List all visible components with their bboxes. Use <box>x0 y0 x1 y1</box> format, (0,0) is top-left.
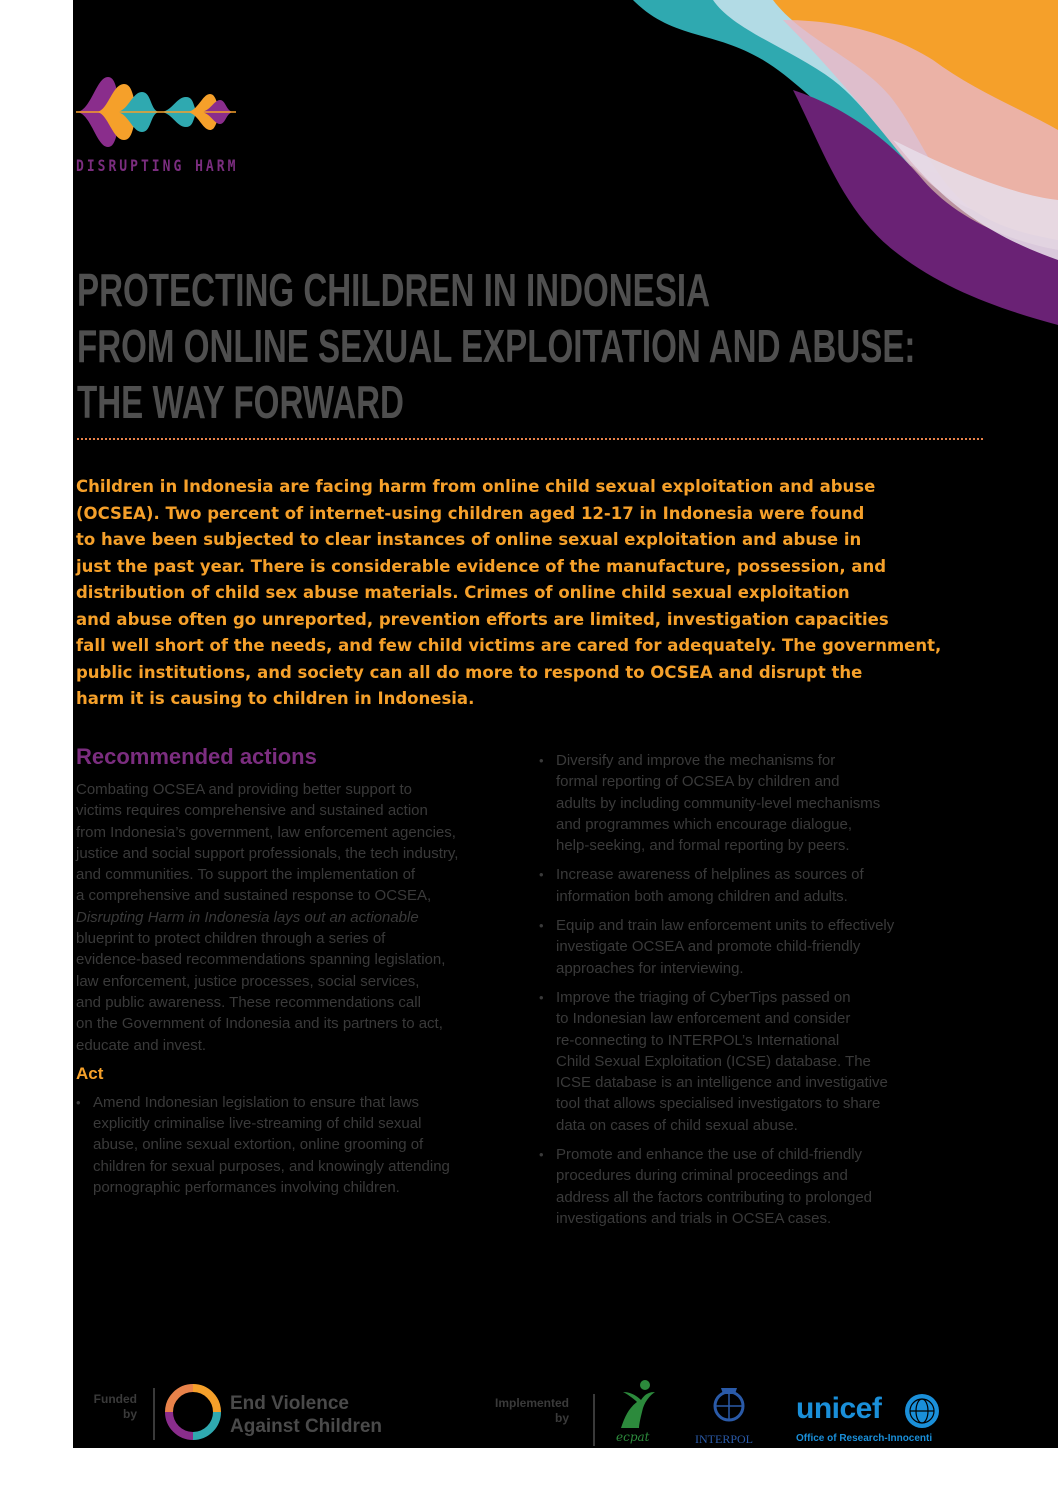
bullet-line: Increase awareness of helplines as sources of <box>556 866 864 884</box>
intro-paragraph <box>76 474 996 713</box>
act-heading: Act <box>76 1063 104 1083</box>
bullet-line: help-seeking, and formal reporting by peers. <box>556 837 850 855</box>
bullet-line: approaches for interviewing. <box>556 959 744 977</box>
section-heading: Recommended actions <box>76 744 317 769</box>
intro-line: public institutions, and society can all do more to respond to OCSEA and disrupt the <box>76 662 863 682</box>
paragraph-line: on the Government of Indonesia and its partners to act, <box>76 1015 443 1033</box>
right-column <box>539 750 959 1237</box>
bullet-line: ICSE database is an intelligence and investigative <box>556 1074 888 1092</box>
ecpat-text: ecpat <box>616 1430 650 1444</box>
unicef-subtitle: Office of Research-Innocenti <box>796 1433 933 1444</box>
intro-line: harm it is causing to children in Indonesia. <box>76 689 475 708</box>
intro-line: Children in Indonesia are facing harm from online child sexual exploitation and abuse <box>76 477 876 496</box>
bullet-icon: • <box>76 1094 81 1110</box>
logo-text: DISRUPTING HARM <box>76 157 239 176</box>
paragraph-line: justice and social support professionals, the tech industry, <box>76 844 459 862</box>
bullet-line: and programmes which encourage dialogue, <box>556 815 853 833</box>
unicef-text: unicef <box>796 1392 882 1425</box>
paragraph-line: and public awareness. These recommendations call <box>76 993 421 1011</box>
bullet-line: Child Sexual Exploitation (ICSE) database. The <box>556 1052 871 1070</box>
end-violence-logo-icon <box>165 1384 221 1440</box>
list-item <box>539 864 959 907</box>
intro-line: to have been subjected to clear instances of online sexual exploitation and abuse in <box>76 530 862 549</box>
end-violence-text <box>230 1392 382 1438</box>
bullet-icon: • <box>539 753 544 768</box>
list-item <box>539 1144 959 1229</box>
label-line: Implemented <box>494 1396 569 1410</box>
bullet-line: abuse, online sexual extortion, online grooming of <box>93 1136 424 1154</box>
paragraph-line: Combating OCSEA and providing better support to <box>76 781 413 798</box>
intro-line: fall well short of the needs, and few child victims are cared for adequately. The government, <box>76 636 942 655</box>
bullet-line: investigate OCSEA and promote child-friendly <box>556 938 861 956</box>
bullet-line: information both among children and adults. <box>556 887 848 905</box>
bullet-line: formal reporting of OCSEA by children and <box>556 773 840 791</box>
bullet-line: re-connecting to INTERPOL’s International <box>556 1031 840 1049</box>
paragraph-line: and communities. To support the implementation of <box>76 866 416 884</box>
bullet-line: Improve the triaging of CyberTips passed on <box>556 988 851 1006</box>
label-line: by <box>554 1411 569 1425</box>
label-line: by <box>122 1407 137 1421</box>
bullet-line: to Indonesian law enforcement and consider <box>556 1010 851 1028</box>
list-item <box>539 915 959 979</box>
list-item <box>76 1092 536 1198</box>
page-title <box>77 262 916 430</box>
funded-by-label <box>75 1392 137 1422</box>
interpol-text: INTERPOL <box>695 1432 753 1446</box>
bullet-icon: • <box>539 918 544 934</box>
paragraph-line: blueprint to protect children through a series of <box>76 930 386 948</box>
dotted-divider <box>77 438 983 440</box>
title-line: FROM ONLINE SEXUAL EXPLOITATION AND ABUSE: <box>77 320 916 372</box>
bullet-line: address all the factors contributing to prolonged <box>556 1188 873 1206</box>
paragraph-line: educate and invest. <box>76 1036 207 1054</box>
implemented-by-label <box>465 1396 569 1426</box>
intro-line: distribution of child sex abuse materials. Crimes of online child sexual exploitation <box>76 583 850 602</box>
bullet-line: tool that allows specialised investigators to share <box>556 1095 881 1113</box>
footer-divider <box>153 1388 155 1440</box>
evac-line: Against Children <box>230 1416 383 1437</box>
bullet-line: data on cases of child sexual abuse. <box>556 1116 798 1134</box>
bullet-line: pornographic performances involving children. <box>93 1179 400 1197</box>
intro-line: and abuse often go unreported, prevention efforts are limited, investigation capacities <box>76 609 889 629</box>
sound-wave-logo-icon <box>76 72 236 152</box>
bullet-line: Equip and train law enforcement units to effectively <box>556 917 895 935</box>
paragraph-line: law enforcement, justice processes, social services, <box>76 972 420 990</box>
bullet-line: procedures during criminal proceedings and <box>556 1167 848 1185</box>
title-line: THE WAY FORWARD <box>77 376 404 428</box>
list-item <box>539 987 959 1136</box>
bullet-line: Diversify and improve the mechanisms for <box>556 752 836 769</box>
list-item <box>539 750 959 856</box>
bullet-line: Amend Indonesian legislation to ensure that laws <box>93 1093 420 1111</box>
paragraph-line: evidence-based recommendations spanning legislation, <box>76 951 446 969</box>
bullet-line: Promote and enhance the use of child-friendly <box>556 1146 863 1164</box>
footer-divider <box>593 1394 595 1446</box>
bullet-line: explicitly criminalise live-streaming of child sexual <box>93 1115 422 1133</box>
ecpat-logo-icon <box>615 1378 659 1432</box>
title-line: PROTECTING CHILDREN IN INDONESIA <box>77 264 710 316</box>
intro-line: just the past year. There is considerable evidence of the manufacture, possession, and <box>76 556 887 576</box>
recommended-paragraph <box>76 779 536 1056</box>
unicef-emblem-icon <box>903 1392 941 1430</box>
bullet-line: investigations and trials in OCSEA cases. <box>556 1209 832 1227</box>
paragraph-line: Disrupting Harm in Indonesia lays out an actionable <box>76 908 419 926</box>
bullet-line: adults by including community-level mechanisms <box>556 794 881 812</box>
bullet-line: children for sexual purposes, and knowingly attending <box>93 1157 450 1175</box>
evac-line: End Violence <box>230 1393 349 1414</box>
left-column <box>76 743 536 1206</box>
label-line: Funded <box>93 1392 137 1406</box>
paragraph-line: victims requires comprehensive and sustained action <box>76 802 428 820</box>
bullet-icon: • <box>539 1147 544 1163</box>
footer <box>73 1376 1058 1448</box>
paragraph-line: from Indonesia’s government, law enforcement agencies, <box>76 823 456 841</box>
bullet-icon: • <box>539 867 544 883</box>
document-page <box>73 0 1058 1448</box>
paragraph-line: a comprehensive and sustained response to OCSEA, <box>76 887 432 905</box>
bullet-icon: • <box>539 989 544 1005</box>
interpol-logo-icon <box>711 1382 747 1430</box>
intro-line: (OCSEA). Two percent of internet-using children aged 12-17 in Indonesia were found <box>76 503 865 523</box>
